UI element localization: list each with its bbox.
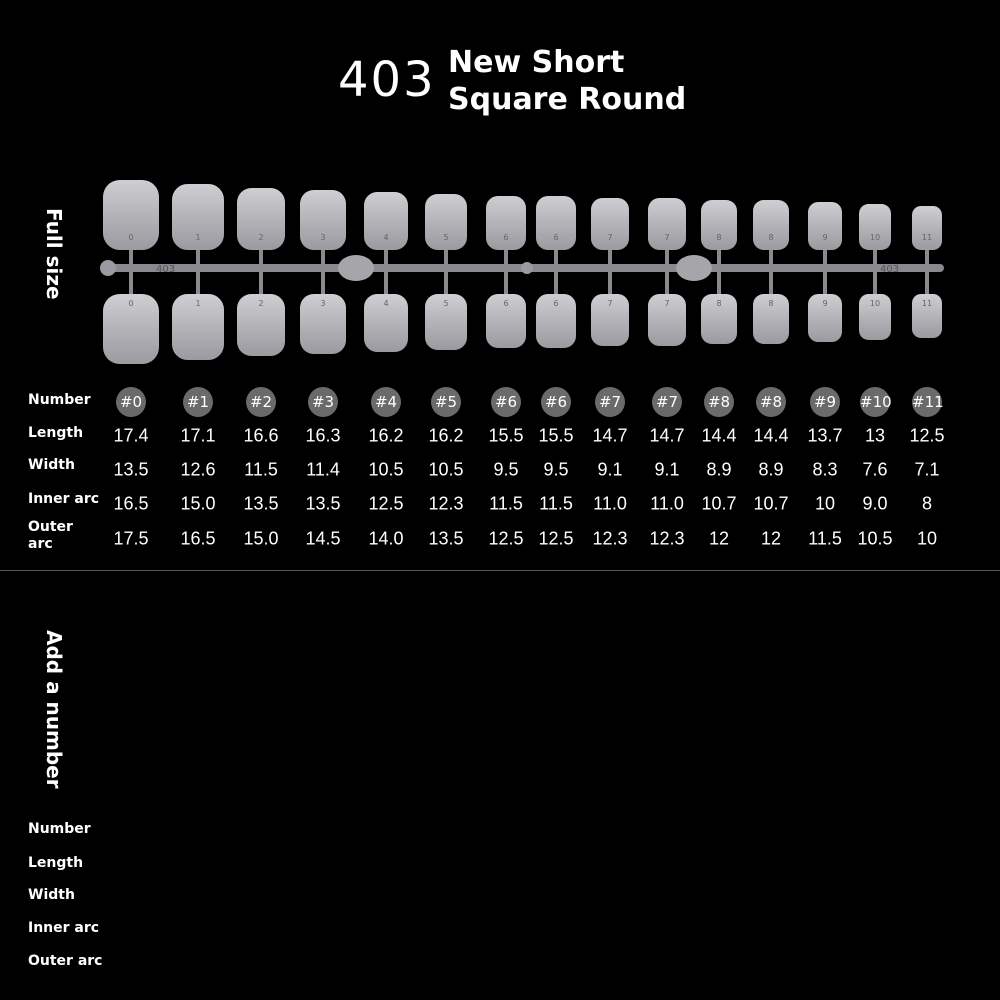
number-badge: #7 bbox=[595, 387, 625, 417]
nail-label-bottom: 9 bbox=[822, 299, 828, 308]
nail-label-bottom: 6 bbox=[553, 299, 559, 308]
nail-label-top: 5 bbox=[443, 233, 449, 242]
nail-label-top: 7 bbox=[607, 233, 613, 242]
row-label-outer-arc-line1: Outer bbox=[28, 519, 73, 535]
nail-tip-top bbox=[753, 200, 789, 250]
nail-tip-top bbox=[591, 198, 629, 250]
nail-label-top: 6 bbox=[503, 233, 509, 242]
mold-text-left: 403 bbox=[156, 264, 176, 275]
outer-cell: 12.3 bbox=[592, 528, 628, 549]
nail-label-bottom: 8 bbox=[716, 299, 722, 308]
nail-label-bottom: 0 bbox=[128, 299, 134, 308]
nail-label-top: 11 bbox=[921, 233, 933, 242]
nail-label-bottom: 10 bbox=[869, 299, 881, 308]
length-cell: 16.6 bbox=[243, 425, 279, 446]
nail-label-bottom: 11 bbox=[921, 299, 933, 308]
outer-cell: 10 bbox=[916, 528, 938, 549]
model-name-line2: Square Round bbox=[448, 82, 687, 117]
row-label-number: Number bbox=[28, 392, 91, 408]
number-badge: #11 bbox=[912, 387, 942, 417]
inner-cell: 10 bbox=[814, 493, 836, 514]
inner-cell: 11.5 bbox=[489, 493, 523, 514]
number-badge: #10 bbox=[860, 387, 890, 417]
outer-cell: 13.5 bbox=[428, 528, 464, 549]
width-cell: 8.3 bbox=[812, 459, 838, 480]
outer-cell: 10.5 bbox=[857, 528, 893, 549]
inner-cell: 12.3 bbox=[428, 493, 464, 514]
model-number: 403 bbox=[338, 52, 436, 108]
row-label-width: Width bbox=[28, 457, 75, 473]
number-badge: #8 bbox=[704, 387, 734, 417]
add-number-label: Add a number bbox=[42, 630, 66, 789]
width-cell: 7.1 bbox=[914, 459, 940, 480]
number-badge: #0 bbox=[116, 387, 146, 417]
outer-cell: 12 bbox=[760, 528, 782, 549]
length-cell: 13 bbox=[864, 425, 886, 446]
full-size-label: Full size bbox=[42, 208, 66, 300]
nail-label-top: 0 bbox=[128, 233, 134, 242]
length-cell: 17.4 bbox=[113, 425, 149, 446]
row-label-inner-arc: Inner arc bbox=[28, 491, 100, 507]
inner-cell: 11.0 bbox=[593, 493, 627, 514]
model-name bbox=[448, 44, 686, 118]
width-cell: 7.6 bbox=[862, 459, 888, 480]
width-cell: 9.5 bbox=[493, 459, 519, 480]
nail-label-top: 4 bbox=[383, 233, 389, 242]
row-label-length: Length bbox=[28, 425, 84, 441]
nail-label-top: 3 bbox=[320, 233, 326, 242]
mold-text-right: 403 bbox=[880, 264, 900, 275]
number-badge: #6 bbox=[541, 387, 571, 417]
width-cell: 13.5 bbox=[113, 459, 149, 480]
nail-label-top: 6 bbox=[553, 233, 559, 242]
nail-label-bottom: 2 bbox=[258, 299, 264, 308]
length-cell: 16.2 bbox=[368, 425, 404, 446]
width-cell: 10.5 bbox=[368, 459, 404, 480]
nail-tip-top bbox=[912, 206, 942, 250]
nail-label-top: 7 bbox=[664, 233, 670, 242]
add-row-label-length: Length bbox=[28, 855, 84, 871]
number-badge: #9 bbox=[810, 387, 840, 417]
number-badge: #8 bbox=[756, 387, 786, 417]
nail-tip-top bbox=[808, 202, 842, 250]
length-cell: 14.7 bbox=[592, 425, 628, 446]
number-badge: #1 bbox=[183, 387, 213, 417]
nail-tips-image bbox=[0, 160, 1000, 375]
outer-cell: 12.5 bbox=[488, 528, 524, 549]
outer-cell: 15.0 bbox=[243, 528, 279, 549]
mold-sprue bbox=[100, 255, 944, 281]
width-cell: 11.4 bbox=[306, 459, 340, 480]
model-name-line1: New Short bbox=[448, 45, 625, 80]
outer-cell: 17.5 bbox=[113, 528, 149, 549]
width-cell: 9.5 bbox=[543, 459, 569, 480]
inner-cell: 10.7 bbox=[701, 493, 737, 514]
width-cell: 8.9 bbox=[758, 459, 784, 480]
width-cell: 10.5 bbox=[428, 459, 464, 480]
inner-cell: 11.0 bbox=[650, 493, 684, 514]
nail-label-top: 8 bbox=[768, 233, 774, 242]
width-cell: 12.6 bbox=[180, 459, 216, 480]
outer-cell: 14.0 bbox=[368, 528, 404, 549]
outer-cell: 12 bbox=[708, 528, 730, 549]
width-cell: 8.9 bbox=[706, 459, 732, 480]
nail-label-top: 8 bbox=[716, 233, 722, 242]
width-cell: 11.5 bbox=[244, 459, 278, 480]
outer-cell: 16.5 bbox=[180, 528, 216, 549]
nail-label-bottom: 8 bbox=[768, 299, 774, 308]
length-cell: 16.2 bbox=[428, 425, 464, 446]
number-badge: #7 bbox=[652, 387, 682, 417]
length-cell: 12.5 bbox=[909, 425, 945, 446]
length-cell: 15.5 bbox=[488, 425, 524, 446]
section-divider bbox=[0, 570, 1000, 571]
nail-label-bottom: 5 bbox=[443, 299, 449, 308]
inner-cell: 13.5 bbox=[243, 493, 279, 514]
nail-tip-top bbox=[859, 204, 891, 250]
width-cell: 9.1 bbox=[654, 459, 680, 480]
row-label-outer-arc bbox=[28, 519, 73, 553]
inner-cell: 10.7 bbox=[753, 493, 789, 514]
nail-label-top: 1 bbox=[195, 233, 201, 242]
width-cell: 9.1 bbox=[597, 459, 623, 480]
inner-cell: 15.0 bbox=[180, 493, 216, 514]
nail-label-bottom: 6 bbox=[503, 299, 509, 308]
add-row-label-inner-arc: Inner arc bbox=[28, 920, 100, 936]
length-cell: 14.4 bbox=[701, 425, 737, 446]
nail-tip-top bbox=[701, 200, 737, 250]
nail-label-top: 2 bbox=[258, 233, 264, 242]
inner-cell: 11.5 bbox=[539, 493, 573, 514]
number-badge: #2 bbox=[246, 387, 276, 417]
inner-cell: 12.5 bbox=[368, 493, 404, 514]
number-badge: #5 bbox=[431, 387, 461, 417]
number-badge: #6 bbox=[491, 387, 521, 417]
nail-tip-top bbox=[648, 198, 686, 250]
length-cell: 13.7 bbox=[807, 425, 843, 446]
inner-cell: 8 bbox=[921, 493, 933, 514]
inner-cell: 16.5 bbox=[113, 493, 149, 514]
outer-cell: 12.5 bbox=[538, 528, 574, 549]
add-row-label-outer-arc: Outer arc bbox=[28, 953, 103, 969]
length-cell: 14.4 bbox=[753, 425, 789, 446]
outer-cell: 12.3 bbox=[649, 528, 685, 549]
length-cell: 15.5 bbox=[538, 425, 574, 446]
add-row-label-width: Width bbox=[28, 887, 75, 903]
nail-label-bottom: 7 bbox=[664, 299, 670, 308]
number-badge: #3 bbox=[308, 387, 338, 417]
number-badge: #4 bbox=[371, 387, 401, 417]
nail-label-bottom: 3 bbox=[320, 299, 326, 308]
inner-cell: 9.0 bbox=[862, 493, 888, 514]
length-cell: 16.3 bbox=[305, 425, 341, 446]
nail-label-bottom: 4 bbox=[383, 299, 389, 308]
outer-cell: 14.5 bbox=[305, 528, 341, 549]
add-row-label-number: Number bbox=[28, 821, 91, 837]
nail-label-bottom: 1 bbox=[195, 299, 201, 308]
outer-cell: 11.5 bbox=[808, 528, 842, 549]
inner-cell: 13.5 bbox=[305, 493, 341, 514]
row-label-outer-arc-line2: arc bbox=[28, 536, 53, 552]
nail-label-bottom: 7 bbox=[607, 299, 613, 308]
nail-label-top: 9 bbox=[822, 233, 828, 242]
nail-label-top: 10 bbox=[869, 233, 881, 242]
length-cell: 14.7 bbox=[649, 425, 685, 446]
length-cell: 17.1 bbox=[180, 425, 216, 446]
